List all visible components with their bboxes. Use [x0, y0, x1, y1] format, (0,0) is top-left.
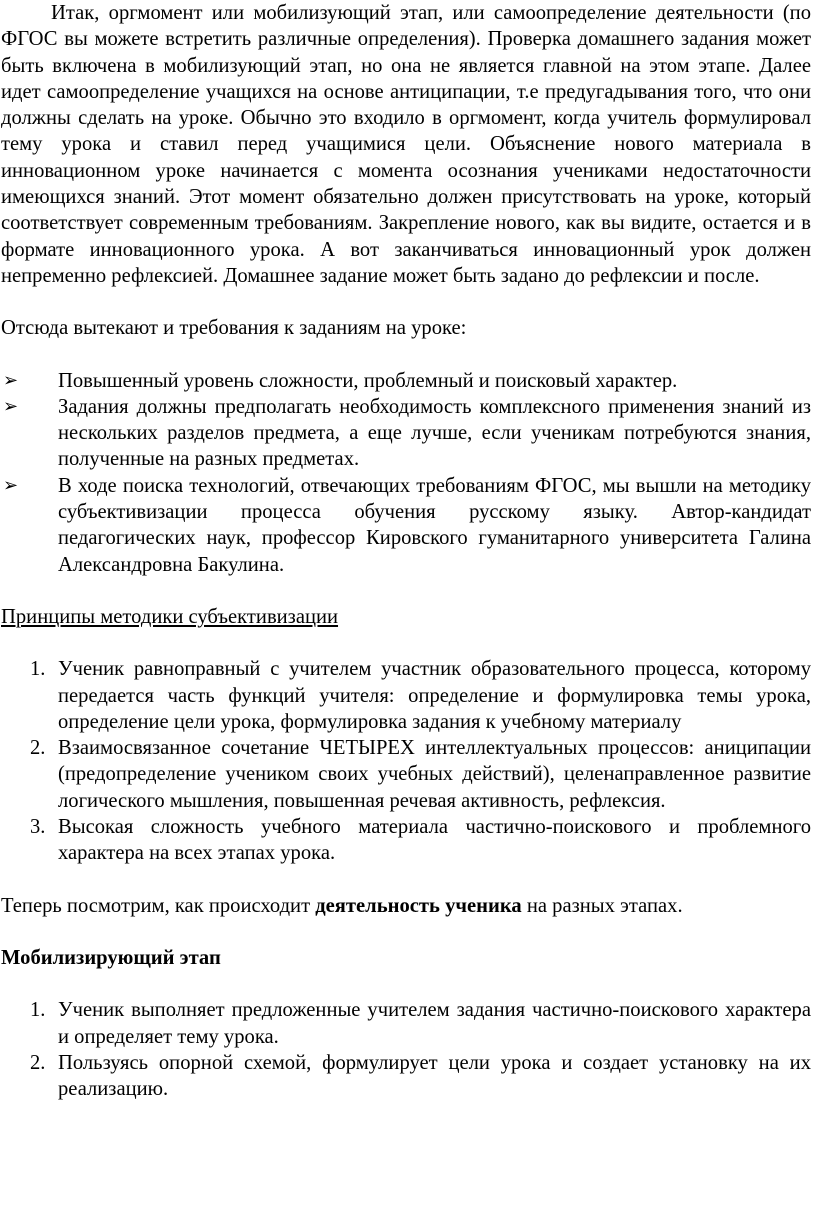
principles-list	[1, 656, 811, 866]
list-item	[1, 997, 811, 1050]
spacer	[1, 971, 811, 997]
list-number: 3.	[30, 816, 46, 839]
list-item	[1, 368, 811, 394]
arrow-bullet-icon: ➢	[3, 474, 19, 496]
transition-paragraph	[1, 893, 811, 919]
spacer	[1, 289, 811, 315]
list-item	[1, 735, 811, 814]
stage-heading: Мобилизирующий этап	[1, 946, 221, 969]
spacer	[1, 578, 811, 604]
list-item-text: Задания должны предполагать необходимость комплексного применения знаний из нескольких разделов предмета, а еще лучше, если ученикам потребуются знания, полученные на разных предметах.	[58, 395, 811, 471]
list-item-text: Ученик выполняет предложенные учителем задания частично-поискового характера и определяет тему урока.	[58, 999, 811, 1048]
list-item-text: Высокая сложность учебного материала частично-поискового и проблемного характера на всех этапах урока.	[58, 816, 811, 865]
intro-paragraph: Итак, оргмомент или мобилизующий этап, или самоопределение деятельности (по ФГОС вы можете встретить различные определения). Проверка домашнего задания может быть включена в мобилизующий этап, но она не является главной на этом этапе. Далее идет самоопределение учащихся на основе антиципации, т.е предугадывания того, что они должны сделать на уроке. Обычно это входило в оргмомент, когда учитель формулировал тему урока и ставил перед учащимися цели. Объяснение нового материала в инновационном уроке начинается с момента осознания учениками недостаточности имеющихся знаний. Этот момент обязательно должен присутствовать на уроке, который соответствует современным требованиям. Закрепление нового, как вы видите, остается и в формате инновационного урока. А вот заканчиваться инновационный урок должен непременно рефлексией. Домашнее задание может быть задано до рефлексии и после.	[1, 2, 811, 287]
transition-text-before: Теперь посмотрим, как происходит	[1, 894, 316, 917]
list-item-text: Взаимосвязанное сочетание ЧЕТЫРЕХ интеллектуальных процессов: аниципации (предопределение учеником своих учебных действий), целенаправленное развитие логического мышления, повышенная речевая активность, рефлексия.	[58, 737, 811, 812]
arrow-bullet-icon: ➢	[3, 369, 19, 391]
list-number: 1.	[30, 999, 46, 1022]
arrow-bullet-icon: ➢	[3, 395, 19, 417]
spacer	[1, 867, 811, 893]
requirements-intro: Отсюда вытекают и требования к заданиям на уроке:	[1, 317, 467, 340]
stage-steps-list	[1, 997, 811, 1102]
list-number: 2.	[30, 1051, 46, 1074]
list-item-text: В ходе поиска технологий, отвечающих требованиям ФГОС, мы вышли на методику субъективизации процесса обучения русскому языку. Автор-кандидат педагогических наук, профессор Кировского гуманитарного университета Галина Александровна Бакулина.	[58, 474, 811, 576]
list-item	[1, 1050, 811, 1103]
list-number: 2.	[30, 737, 46, 760]
list-item-text: Ученик равноправный с учителем участник образовательного процесса, которому передается часть функций учителя: определение и формулировка темы урока, определение цели урока, формулировка задания к учебному материалу	[58, 658, 811, 733]
spacer	[1, 630, 811, 656]
list-item	[1, 394, 811, 473]
requirements-list	[1, 368, 811, 578]
list-item-text: Пользуясь опорной схемой, формулирует цели урока и создает установку на их реализацию.	[58, 1051, 811, 1101]
principles-heading: Принципы методики субъективизации	[1, 605, 339, 628]
list-item	[1, 814, 811, 867]
list-item-text: Повышенный уровень сложности, проблемный и поисковый характер.	[58, 369, 678, 392]
list-item	[1, 473, 811, 578]
spacer	[1, 342, 811, 368]
list-item	[1, 656, 811, 735]
spacer	[1, 919, 811, 945]
transition-text-after: на разных этапах.	[521, 894, 683, 917]
list-number: 1.	[30, 658, 46, 681]
transition-bold-text: деятельность ученика	[315, 894, 522, 917]
